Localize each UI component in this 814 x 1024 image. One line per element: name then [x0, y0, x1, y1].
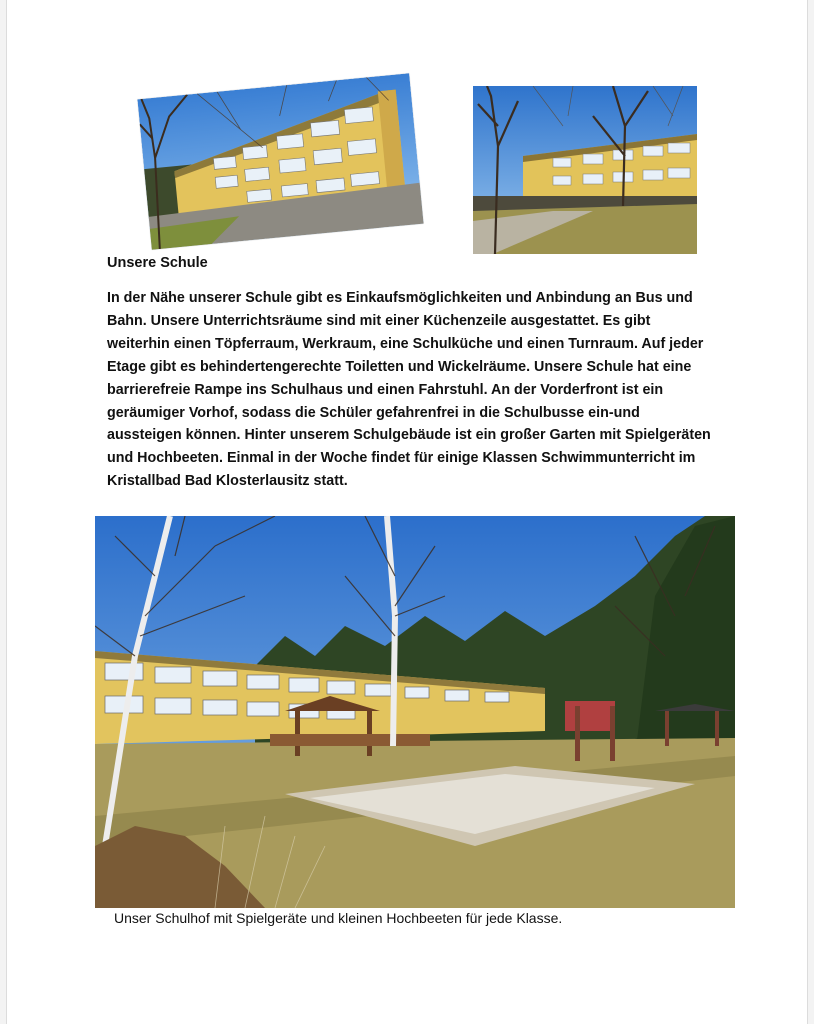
section-heading: Unsere Schule [107, 255, 208, 271]
school-side-photo [473, 86, 697, 254]
document-page [6, 0, 808, 1024]
schoolyard-photo [95, 516, 735, 908]
body-paragraph: In der Nähe unserer Schule gibt es Einkaufsmöglichkeiten und Anbindung an Bus und Bahn. Unsere Unterrichtsräume sind mit einer Küchenzeile ausgestattet. Es gibt weiterhin einen Töpferraum, Werkraum, eine Schulküche und einen Turnraum. Auf jeder Etage gibt es behindertengerechte Toiletten und Wickelräume. Unsere Schule hat eine barrierefreie Rampe ins Schulhaus und einen Fahrstuhl. An der Vorderfront ist ein geräumiger Vorhof, sodass die Schüler gefahrenfrei in die Schulbusse ein-und aussteigen können. Hinter unserem Schulgebäude ist ein großer Garten mit Spielgeräten und Hochbeeten. Einmal in der Woche findet für einige Klassen Schwimmunterricht im Kristallbad Bad Klosterlausitz statt. [107, 290, 711, 490]
school-front-photo [137, 73, 423, 249]
photo-caption: Unser Schulhof mit Spielgeräte und kleinen Hochbeeten für jede Klasse. [114, 910, 563, 926]
